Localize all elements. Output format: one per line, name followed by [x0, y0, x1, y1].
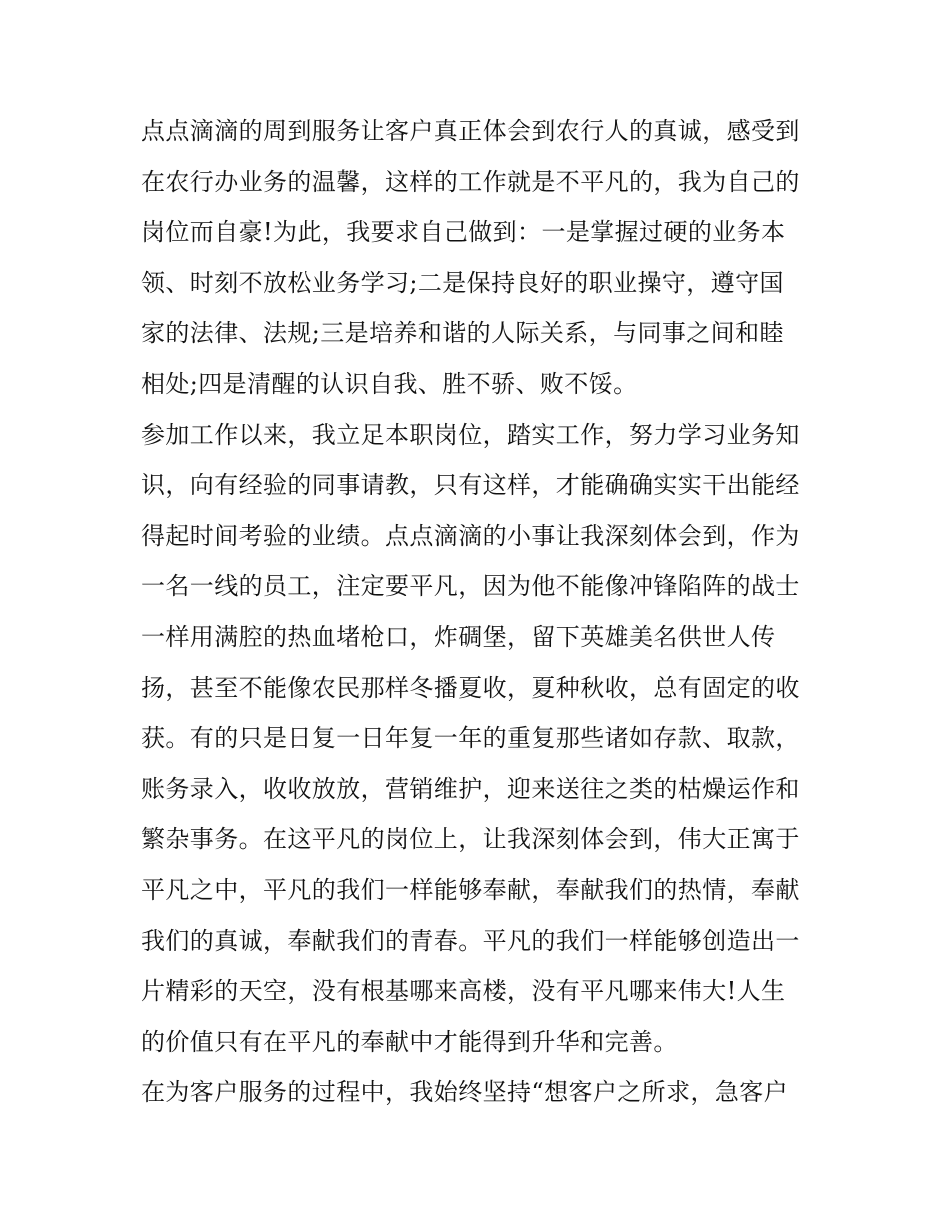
text-line: 在农行办业务的温馨，这样的工作就是不平凡的，我为自己的: [141, 167, 800, 196]
text-line: 家的法律、法规;三是培养和谐的人际关系，与同事之间和睦: [141, 319, 784, 348]
body-text: [141, 106, 821, 1118]
text-line: 点点滴滴的周到服务让客户真正体会到农行人的真诚，感受到: [141, 117, 800, 145]
text-line: 一名一线的员工，注定要平凡，因为他不能像冲锋陷阵的战士: [141, 572, 800, 601]
text-line: 岗位而自豪!为此，我要求自己做到：一是掌握过硬的业务本: [141, 218, 786, 247]
text-line: 一样用满腔的热血堵枪口，炸碉堡，留下英雄美名供世人传: [141, 622, 776, 651]
text-line: 繁杂事务。在这平凡的岗位上，让我深刻体会到，伟大正寓于: [141, 825, 800, 854]
text-line: 识，向有经验的同事请教，只有这样，才能确确实实干出能经: [141, 471, 800, 500]
text-line: 得起时间考验的业绩。点点滴滴的小事让我深刻体会到，作为: [141, 521, 800, 550]
text-line: 账务录入，收收放放，营销维护，迎来送往之类的枯燥运作和: [141, 774, 800, 803]
text-line: 在为客户服务的过程中，我始终坚持“想客户之所求，急客户: [141, 1078, 789, 1107]
text-line: 相处;四是清醒的认识自我、胜不骄、败不馁。: [141, 369, 638, 398]
text-line: 片精彩的天空，没有根基哪来高楼，没有平凡哪来伟大!人生: [141, 977, 786, 1006]
text-line: 领、时刻不放松业务学习;二是保持良好的职业操守，遵守国: [141, 268, 784, 297]
text-line: 扬，甚至不能像农民那样冬播夏收，夏种秋收，总有固定的收: [141, 673, 800, 702]
text-line: 的价值只有在平凡的奉献中才能得到升华和完善。: [141, 1027, 678, 1056]
text-line: 我们的真诚，奉献我们的青春。平凡的我们一样能够创造出一: [141, 926, 800, 955]
text-line: 获。有的只是日复一日年复一年的重复那些诸如存款、取款，: [141, 724, 800, 753]
text-line: 参加工作以来，我立足本职岗位，踏实工作，努力学习业务知: [141, 420, 800, 449]
text-line: 平凡之中，平凡的我们一样能够奉献，奉献我们的热情，奉献: [141, 875, 800, 904]
